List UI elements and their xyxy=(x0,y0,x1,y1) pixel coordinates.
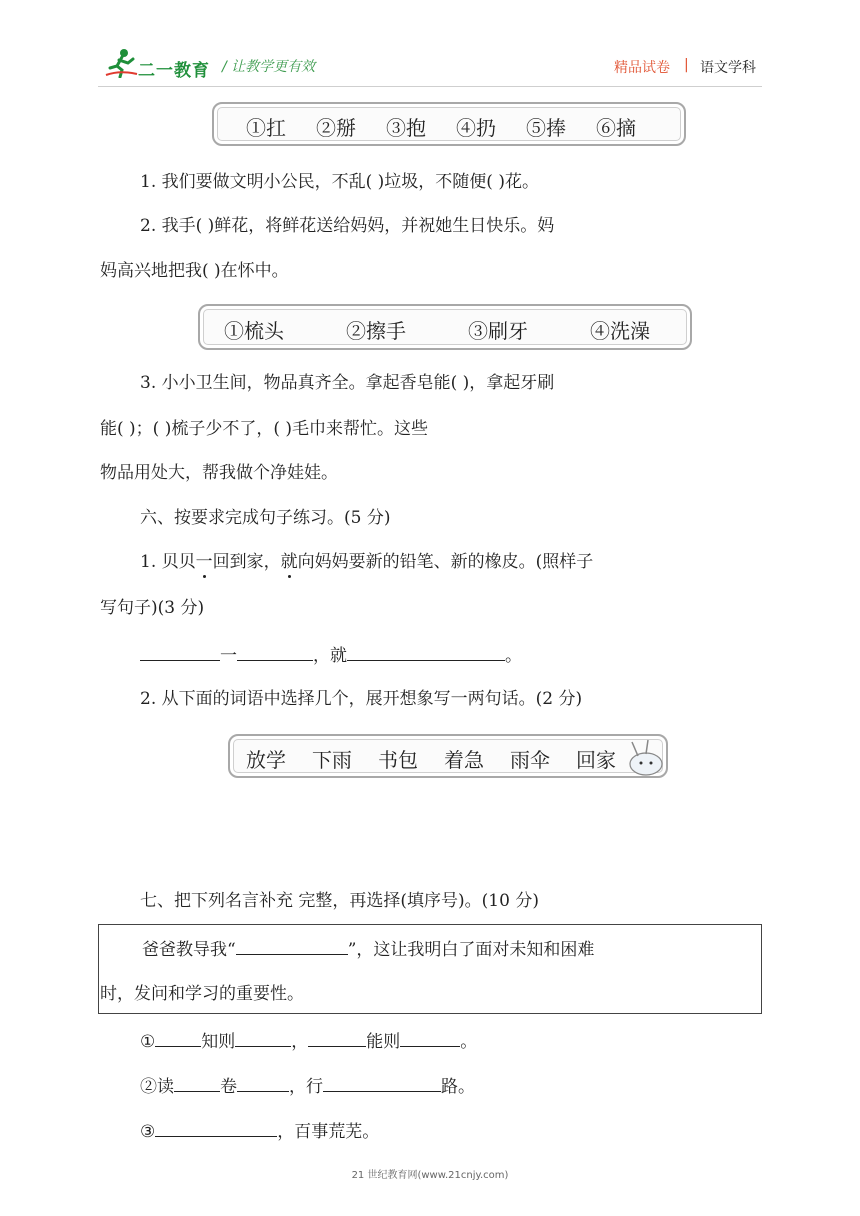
footer: 21 世纪教育网(www.21cnjy.com) xyxy=(351,1170,509,1181)
saying-text: ③ xyxy=(140,1122,156,1142)
pattern-word: ，就 xyxy=(313,646,347,666)
option: ③抱 xyxy=(386,116,426,140)
quote-line1 xyxy=(142,936,594,962)
word-box-2 xyxy=(198,304,692,350)
section-6-q1-line2: 写句子)(3 分) xyxy=(100,598,205,618)
question-3-line1: 3. 小小卫生间，物品真齐全。拿起香皂能( )，拿起牙刷 xyxy=(140,373,555,393)
answer-blank[interactable] xyxy=(140,642,220,661)
question-1: 1. 我们要做文明小公民，不乱( )垃圾，不随便( )花。 xyxy=(140,172,539,192)
logo xyxy=(104,48,138,78)
saying-text: 能则 xyxy=(366,1032,401,1052)
answer-blank[interactable] xyxy=(237,642,313,661)
option: ①梳头 xyxy=(224,319,284,343)
section-7-title: 七、把下列名言补充 完整，再选择(填序号)。(10 分) xyxy=(140,891,539,911)
pattern-end: 。 xyxy=(505,646,522,666)
answer-blank[interactable] xyxy=(236,936,348,955)
header-divider xyxy=(98,86,762,87)
header-subject: 语文学科 xyxy=(700,60,756,76)
answer-blank[interactable] xyxy=(347,642,505,661)
pattern-word: 一 xyxy=(220,646,237,666)
word-box-1 xyxy=(212,102,686,146)
word: 放学 xyxy=(246,748,286,772)
header-separator: | xyxy=(684,57,689,73)
word: 回家 xyxy=(576,748,616,772)
answer-blank[interactable] xyxy=(308,1028,366,1047)
section-6-q2: 2. 从下面的词语中选择几个，展开想象写一两句话。(2 分) xyxy=(140,689,583,709)
option: ③刷牙 xyxy=(468,319,528,343)
answer-blank[interactable] xyxy=(174,1073,220,1092)
header-label: 精品试卷 xyxy=(614,60,670,76)
logo-text: 二一教育 xyxy=(138,61,210,81)
question-2-line1: 2. 我手( )鲜花，将鲜花送给妈妈，并祝她生日快乐。妈 xyxy=(140,216,555,236)
answer-blank[interactable] xyxy=(155,1118,277,1137)
bunny-icon xyxy=(624,738,670,778)
saying-text: ②读 xyxy=(140,1077,174,1097)
word: 着急 xyxy=(444,748,484,772)
question-2-line2: 妈高兴地把我( )在怀中。 xyxy=(100,261,289,281)
slogan: / 让教学更有效 xyxy=(222,59,316,75)
quote-post: ”，这让我明白了面对未知和困难 xyxy=(347,940,595,960)
option: ②擦手 xyxy=(346,319,406,343)
runner-icon xyxy=(104,48,138,78)
option: ②掰 xyxy=(316,116,356,140)
saying-text: ，行 xyxy=(289,1077,323,1097)
option: ④洗澡 xyxy=(590,319,650,343)
quote-line2: 时，发问和学习的重要性。 xyxy=(100,984,304,1004)
word: 下雨 xyxy=(312,748,352,772)
saying-text: ① xyxy=(140,1032,156,1052)
saying-text: 知则 xyxy=(201,1032,236,1052)
saying-text: 路。 xyxy=(441,1077,475,1097)
option: ④扔 xyxy=(456,116,496,140)
answer-blank[interactable] xyxy=(400,1028,460,1047)
saying-text: ， xyxy=(291,1032,309,1052)
q1-mid: 回到家， xyxy=(212,552,281,572)
emphasis-dot-2: 就 xyxy=(280,552,298,572)
cartoon-decoration xyxy=(624,738,670,778)
q1-post: 向妈妈要新的铅笔、新的橡皮。(照样子 xyxy=(297,552,594,572)
option: ①扛 xyxy=(246,116,286,140)
saying-3 xyxy=(140,1118,379,1144)
option: ⑥摘 xyxy=(596,116,636,140)
saying-text: 卷 xyxy=(220,1077,237,1097)
word: 雨伞 xyxy=(510,748,550,772)
q1-pre: 1. 贝贝 xyxy=(140,552,196,572)
answer-blank[interactable] xyxy=(155,1028,201,1047)
word-box-3 xyxy=(228,734,668,778)
answer-blank[interactable] xyxy=(235,1028,291,1047)
saying-text: 。 xyxy=(460,1032,478,1052)
section-6-q1 xyxy=(140,550,593,574)
saying-2 xyxy=(140,1073,475,1099)
emphasis-dot-1: 一 xyxy=(195,552,213,572)
pattern-sentence xyxy=(140,642,522,668)
option: ⑤捧 xyxy=(526,116,566,140)
section-6-title: 六、按要求完成句子练习。(5 分) xyxy=(140,508,391,528)
saying-text: ，百事荒芜。 xyxy=(277,1122,380,1142)
answer-blank[interactable] xyxy=(323,1073,441,1092)
saying-1 xyxy=(140,1028,477,1054)
question-3-line3: 物品用处大，帮我做个净娃娃。 xyxy=(100,463,338,483)
quote-pre: 爸爸教导我“ xyxy=(142,940,236,960)
answer-blank[interactable] xyxy=(237,1073,289,1092)
question-3-line2: 能( )；( )梳子少不了，( )毛巾来帮忙。这些 xyxy=(100,419,429,439)
word: 书包 xyxy=(378,748,418,772)
